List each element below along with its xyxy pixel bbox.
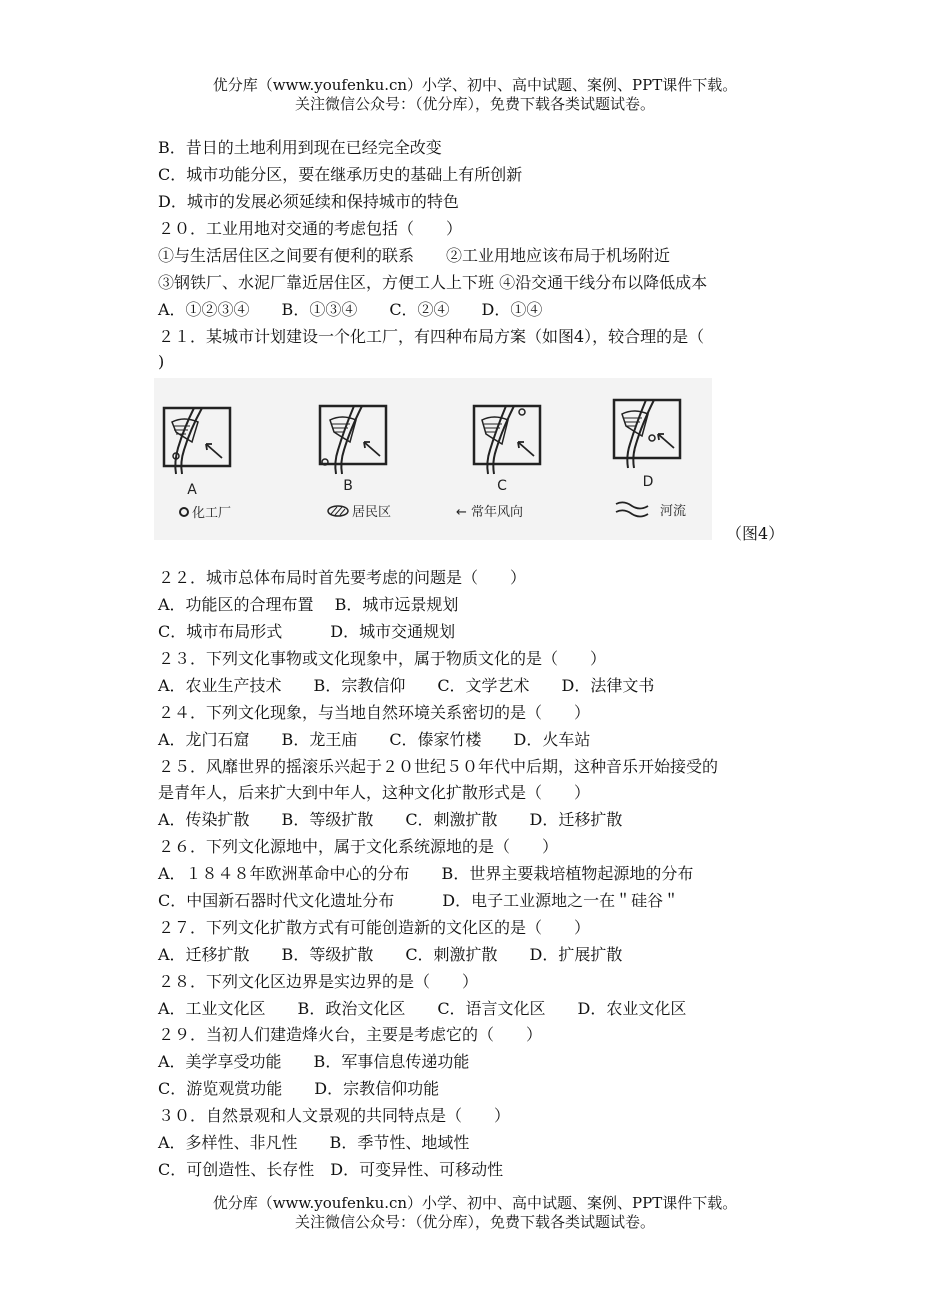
question-20: ２０．工业用地对交通的考虑包括（ ） [158, 219, 463, 238]
footer-line-1: 优分库（www.youfenku.cn）小学、初中、高中试题、案例、PPT课件下载。 [212, 1194, 738, 1212]
panel-a-diagram [164, 408, 230, 474]
answer-options: C．城市布局形式 D．城市交通规划 [158, 622, 456, 641]
legend-chemical-plant [180, 506, 231, 521]
answer-options: C．游览观赏功能 D．宗教信仰功能 [158, 1079, 440, 1098]
question-26: ２６．下列文化源地中，属于文化系统源地的是（ ） [158, 837, 559, 856]
answer-options: A．迁移扩散 B．等级扩散 C．刺激扩散 D．扩展扩散 [158, 945, 623, 964]
question-27: ２７．下列文化扩散方式有可能创造新的文化区的是（ ） [158, 918, 591, 937]
panel-d-label: D [642, 474, 654, 490]
figure-caption: （图4） [726, 524, 785, 543]
text-line: ③钢铁厂、水泥厂靠近居住区，方便工人上下班 ④沿交通干线分布以降低成本 [158, 273, 708, 292]
panel-c-diagram [474, 406, 540, 474]
footer-line-2: 关注微信公众号：（优分库），免费下载各类试题试卷。 [294, 1213, 655, 1231]
panel-a-label: A [187, 482, 197, 498]
page-footer [0, 1194, 950, 1232]
question-29: ２９．当初人们建造烽火台，主要是考虑它的（ ） [158, 1025, 543, 1044]
text-line: 是青年人，后来扩大到中年人，这种文化扩散形式是（ ） [158, 783, 591, 802]
question-24: ２４．下列文化现象，与当地自然环境关系密切的是（ ） [158, 703, 591, 722]
legend-residential-area-label: 居民区 [352, 505, 392, 520]
question-21: ２１．某城市计划建设一个化工厂，有四种布局方案（如图4），较合理的是（ [158, 327, 705, 346]
answer-options: A．多样性、非凡性 B．季节性、地域性 [158, 1133, 470, 1152]
panel-b-diagram [320, 406, 386, 474]
answer-options: C．可创造性、长存性 D．可变异性、可移动性 [158, 1160, 504, 1179]
legend-prevailing-wind: ← 常年风向 [456, 505, 524, 520]
text-line: D．城市的发展必须延续和保持城市的特色 [158, 192, 459, 211]
question-30: ３０．自然景观和人文景观的共同特点是（ ） [158, 1106, 511, 1125]
legend-residential-area [328, 505, 391, 520]
panel-b-label: B [343, 478, 353, 494]
question-25: ２５．风靡世界的摇滚乐兴起于２０世纪５０年代中后期，这种音乐开始接受的 [158, 757, 719, 776]
answer-options: A．工业文化区 B．政治文化区 C．语言文化区 D．农业文化区 [158, 999, 687, 1018]
legend-chemical-plant-label: 化工厂 [192, 506, 232, 521]
panel-c-label: C [497, 478, 507, 494]
panel-d-diagram [614, 400, 680, 468]
figure-4-layout-options [154, 378, 712, 540]
text-line: ) [158, 352, 165, 371]
answer-options: A．功能区的合理布置 B．城市远景规划 [158, 595, 459, 614]
header-line-1: 优分库（www.youfenku.cn）小学、初中、高中试题、案例、PPT课件下载。 [212, 76, 738, 94]
page-header [0, 76, 950, 114]
answer-options: A．农业生产技术 B．宗教信仰 C．文学艺术 D．法律文书 [158, 676, 655, 695]
question-22: ２２．城市总体布局时首先要考虑的问题是（ ） [158, 568, 527, 587]
header-line-2: 关注微信公众号：（优分库），免费下载各类试题试卷。 [294, 95, 655, 113]
question-28: ２８．下列文化区边界是实边界的是（ ） [158, 972, 479, 991]
legend-river [616, 502, 686, 519]
answer-options: A．龙门石窟 B．龙王庙 C．傣家竹楼 D．火车站 [158, 730, 591, 749]
answer-options: A．美学享受功能 B．军事信息传递功能 [158, 1052, 470, 1071]
text-line: B．昔日的土地利用到现在已经完全改变 [158, 138, 442, 157]
answer-options: A．①②③④ B．①③④ C．②④ D．①④ [158, 300, 543, 319]
answer-options: C．中国新石器时代文化遗址分布 D．电子工业源地之一在＂硅谷＂ [158, 891, 680, 910]
text-line: ①与生活居住区之间要有便利的联系 ②工业用地应该布局于机场附近 [158, 246, 671, 265]
text-line: C．城市功能分区，要在继承历史的基础上有所创新 [158, 165, 523, 184]
legend-river-label: 河流 [660, 504, 687, 519]
answer-options: A．１８４８年欧洲革命中心的分布 B．世界主要栽培植物起源地的分布 [158, 864, 694, 883]
answer-options: A．传染扩散 B．等级扩散 C．刺激扩散 D．迁移扩散 [158, 810, 623, 829]
question-23: ２３．下列文化事物或文化现象中，属于物质文化的是（ ） [158, 649, 607, 668]
